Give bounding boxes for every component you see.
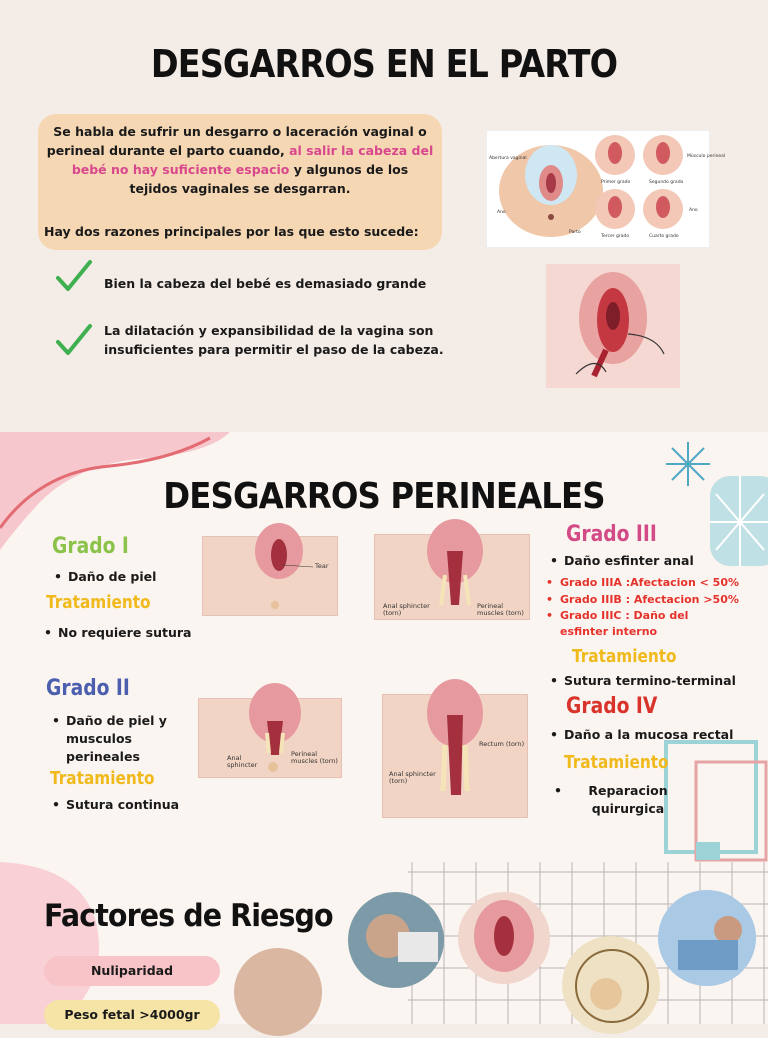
- reason-2: La dilatación y expansibilidad de la vagina son insuficientes para permitir el paso de la cabeza.: [104, 323, 444, 357]
- photo-grade-1: [202, 536, 338, 616]
- photo-anatomy: [458, 892, 550, 984]
- diagram-label: Ano: [497, 210, 506, 215]
- photo-label: Tear: [315, 562, 329, 570]
- grade-3-treatment-title: Tratamiento: [572, 646, 677, 667]
- checkmark-icon: [54, 320, 94, 360]
- grade-1-item: • Daño de piel: [68, 568, 156, 586]
- risk-pill: Nuliparidad: [44, 956, 220, 986]
- tear-degrees-diagram: [486, 130, 726, 248]
- photo-grade-4: [382, 694, 528, 818]
- photo-grade-2: [198, 698, 342, 778]
- photo-label: Perineal muscles (torn): [477, 602, 524, 617]
- grade-3-subitem: • Grado IIIC : Daño del esfinter interno: [560, 608, 740, 640]
- tear-illustration-circle: [546, 264, 680, 388]
- section-perineal: [0, 432, 768, 862]
- reasons-title: Hay dos razones principales por las que esto sucede:: [44, 224, 419, 239]
- grade-2-treatment: • Sutura continua: [66, 796, 179, 814]
- grade-1-title: Grado I: [52, 534, 129, 559]
- section-risk-factors: [0, 862, 768, 1024]
- diagram-label: Abertura vaginal: [489, 156, 527, 161]
- reason-1: Bien la cabeza del bebé es demasiado grande: [104, 276, 427, 291]
- grade-1-treatment-title: Tratamiento: [46, 592, 151, 613]
- diagram-label: Músculo perineal: [687, 154, 726, 159]
- grade-4-treatment: • Reparacion quirurgica: [568, 782, 688, 818]
- risk-pill: Peso fetal >4000gr: [44, 1000, 220, 1030]
- grade-3-subitem: • Grado IIIB : Afectacion >50%: [560, 592, 739, 608]
- grade-3-title: Grado III: [566, 522, 657, 547]
- photo-surgery: [348, 892, 444, 988]
- photo-label: Anal sphincter (torn): [389, 770, 436, 785]
- grade-2-item: • Daño de piel y musculos perineales: [66, 712, 186, 766]
- intro-highlight: al salir la cabeza del bebé no hay suficiente espacio: [71, 143, 434, 177]
- grade-3-treatment: • Sutura termino-terminal: [564, 672, 736, 690]
- section-intro: [0, 0, 768, 432]
- grade-1-treatment: • No requiere sutura: [58, 624, 191, 642]
- diagram-label: Parto: [569, 230, 581, 235]
- intro-text-b: y algunos de los tejidos vaginales se desgarran.: [129, 162, 409, 196]
- grade-4-treatment-title: Tratamiento: [564, 752, 669, 773]
- diagram-label: Cuarto grado: [649, 234, 679, 239]
- photo-label: Anal sphincter: [227, 754, 258, 769]
- checkmark-icon: [54, 256, 94, 296]
- grade-3-item: • Daño esfinter anal: [564, 552, 694, 570]
- grade-3-subitem: • Grado IIIA :Afectacion < 50%: [560, 575, 739, 591]
- section-title: DESGARROS PERINEALES: [163, 476, 605, 517]
- photo-label: Rectum (torn): [479, 740, 525, 748]
- page-title: DESGARROS EN EL PARTO: [150, 42, 618, 86]
- diagram-label: Tercer grado: [601, 234, 630, 239]
- risk-factors-title: Factores de Riesgo: [44, 898, 333, 934]
- photo-fetus-diagram: [562, 936, 660, 1034]
- grade-2-title: Grado II: [46, 676, 130, 701]
- diagram-label: Segundo grado: [649, 180, 684, 185]
- photo-label: Anal sphincter (torn): [383, 602, 430, 617]
- photo-grade-3: [374, 534, 530, 620]
- photo-label: Perineal muscles (torn): [291, 750, 338, 765]
- intro-text-a: Se habla de sufrir un desgarro o laceración vaginal o perineal durante el parto cuando,: [46, 124, 427, 158]
- grade-2-treatment-title: Tratamiento: [50, 768, 155, 789]
- grade-4-title: Grado IV: [566, 694, 658, 719]
- diagram-label: Primer grado: [601, 180, 631, 185]
- photo-labor: [658, 890, 756, 986]
- grade-4-item: • Daño a la mucosa rectal: [564, 726, 733, 744]
- photo-pregnant-belly: [234, 948, 322, 1036]
- diagram-label: Ano: [689, 208, 698, 213]
